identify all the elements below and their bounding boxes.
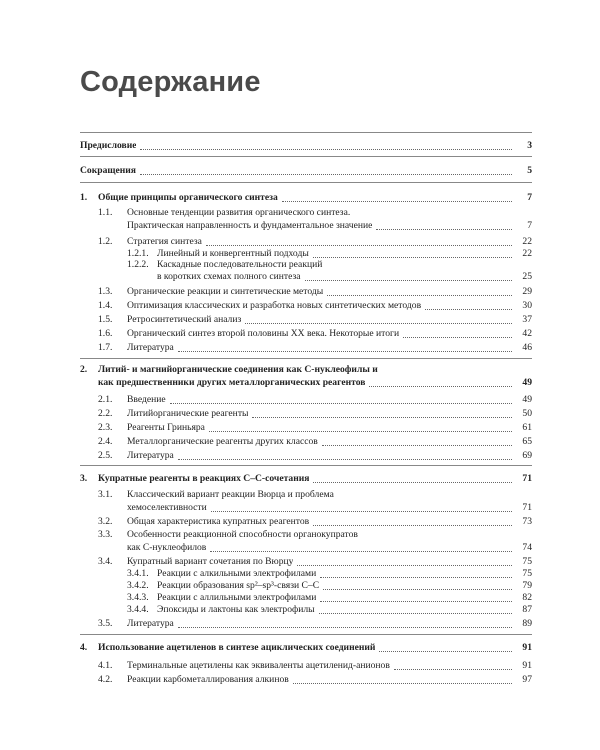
toc-entry-3-4-3: 3.4.3. Реакции с аллильными электрофилами 82 [127,592,532,603]
divider [80,465,532,466]
toc-entry-1-4: 1.4. Оптимизация классических и разработка новых синтетических методов 30 [98,300,532,311]
toc-chapter-1: 1. Общие принципы органического синтеза 7 [80,192,532,203]
toc-entry-2-4: 2.4. Металлорганические реагенты других классов 65 [98,436,532,447]
toc-entry-3-1: хемоселективности 71 [127,502,532,513]
toc-entry-3-4-1: 3.4.1. Реакции с алкильными электрофилами 75 [127,568,532,579]
toc-entry-3-2: 3.2. Общая характеристика купратных реагентов 73 [98,516,532,527]
toc-entry-4-2: 4.2. Реакции карбометаллирования алкинов 97 [98,674,532,685]
toc-entry-3-4-4: 3.4.4. Эпоксиды и лактоны как электрофилы 87 [127,604,532,615]
toc-chapter-line: Литий- и магнийорганические соединения как С-нуклеофилы и [98,364,378,375]
toc-chapter-4: 4. Использование ацетиленов в синтезе ациклических соединений 91 [80,642,532,653]
toc-entry-number: 3.1. [98,489,113,500]
toc-entry-1-5: 1.5. Ретросинтетический анализ 37 [98,314,532,325]
toc-chapter-3: 3. Купратные реагенты в реакциях С–С-сочетания 71 [80,473,532,484]
toc-entry-3-4: 3.4. Купратный вариант сочетания по Вюрцу 75 [98,556,532,567]
divider [80,156,532,157]
divider [80,634,532,635]
divider [80,132,532,133]
toc-chapter-number: 2. [80,364,88,375]
toc-entry-number: 1.1. [98,207,113,218]
page-title: Содержание [80,66,261,98]
toc-entry-1-2-2: в коротких схемах полного синтеза 25 [157,271,532,282]
toc-entry-2-5: 2.5. Литература 69 [98,450,532,461]
toc-entry-line: Классический вариант реакции Вюрца и проблема [127,489,334,500]
toc-entry-line: Основные тенденции развития органического синтеза. [127,207,351,218]
toc-entry-1-3: 1.3. Органические реакции и синтетические методы 29 [98,286,532,297]
toc-entry-4-1: 4.1. Терминальные ацетилены как эквиваленты ацетиленид-анионов 91 [98,660,532,671]
toc-entry-1-1: Практическая направленность и фундаментальное значение 7 [127,220,532,231]
toc-entry-2-3: 2.3. Реагенты Гриньяра 61 [98,422,532,433]
toc-entry-1-7: 1.7. Литература 46 [98,342,532,353]
toc-entry-1-6: 1.6. Органический синтез второй половины XX века. Некоторые итоги 42 [98,328,532,339]
divider [80,358,532,359]
toc-front-preface: Предисловие 3 [80,140,532,151]
toc-entry-number: 1.2.2. [127,259,149,270]
toc-front-abbreviations: Сокращения 5 [80,165,532,176]
toc-entry-2-1: 2.1. Введение 49 [98,394,532,405]
toc-entry-line: Особенности реакционной способности органокупратов [127,529,358,540]
toc-entry-3-4-2: 3.4.2. Реакции образования sp²–sp³-связи С–С 79 [127,580,532,591]
toc-entry-3-3: как С-нуклеофилов 74 [127,542,532,553]
toc-entry-3-5: 3.5. Литература 89 [98,618,532,629]
toc-chapter-2: как предшественники других металлорганических реагентов 49 [98,377,532,388]
toc-entry-line: Каскадные последовательности реакций [157,259,323,270]
divider [80,182,532,183]
toc-entry-number: 3.3. [98,529,113,540]
toc-entry-1-2-1: 1.2.1. Линейный и конвергентный подходы 22 [127,248,532,259]
toc-entry-2-2: 2.2. Литийорганические реагенты 50 [98,408,532,419]
toc-entry-1-2: 1.2. Стратегия синтеза 22 [98,236,532,247]
